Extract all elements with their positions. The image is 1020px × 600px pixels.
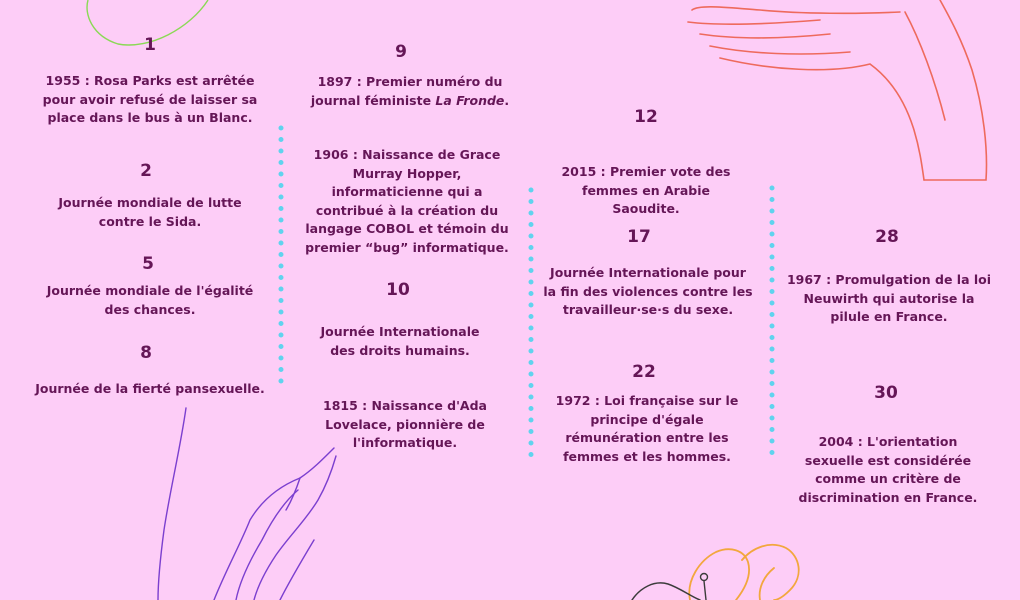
event-text: Journée Internationale pour la fin des violences contre les travailleur·se·s du sexe. (543, 265, 753, 317)
event-text (292, 73, 528, 110)
event-text: 1972 : Loi française sur le principe d'égale rémunération entre les femmes et les hommes. (555, 393, 739, 464)
day-number: 1 (144, 35, 156, 55)
day-number: 9 (395, 42, 407, 62)
day-number: 12 (634, 107, 658, 127)
day-number: 30 (874, 383, 898, 403)
day-number: 2 (140, 161, 152, 181)
day-number: 17 (627, 227, 651, 247)
day-number: 28 (875, 227, 899, 247)
event-text: 1906 : Naissance de Grace Murray Hopper, informaticienne qui a contribué à la création du langage COBOL et témoin du premier “bug” informatique. (305, 147, 509, 255)
event-text-part: . (504, 92, 510, 108)
event-text: 2015 : Premier vote des femmes en Arabie Saoudite. (561, 164, 731, 216)
event-text: 1967 : Promulgation de la loi Neuwirth qui autorise la pilule en France. (786, 272, 992, 324)
day-number: 8 (140, 343, 152, 363)
event-text: Journée mondiale de l'égalité des chances. (46, 283, 254, 317)
event-text: 1955 : Rosa Parks est arrêtée pour avoir refusé de laisser sa place dans le bus à un Blanc. (42, 73, 258, 125)
event-text: Journée Internationale des droits humains. (320, 324, 480, 358)
day-number: 10 (386, 280, 410, 300)
event-text-part: 1897 : Premier numéro du journal féministe (310, 74, 503, 108)
event-text: Journée mondiale de lutte contre le Sida. (58, 195, 242, 229)
event-text: Journée de la fierté pansexuelle. (35, 381, 265, 396)
day-number: 22 (632, 362, 656, 382)
event-text: 2004 : L'orientation sexuelle est considérée comme un critère de discrimination en France. (798, 434, 978, 505)
event-text: 1815 : Naissance d'Ada Lovelace, pionnière de l'informatique. (323, 398, 487, 450)
day-number: 5 (142, 254, 154, 274)
newspaper-title: La Fronde (435, 92, 505, 108)
